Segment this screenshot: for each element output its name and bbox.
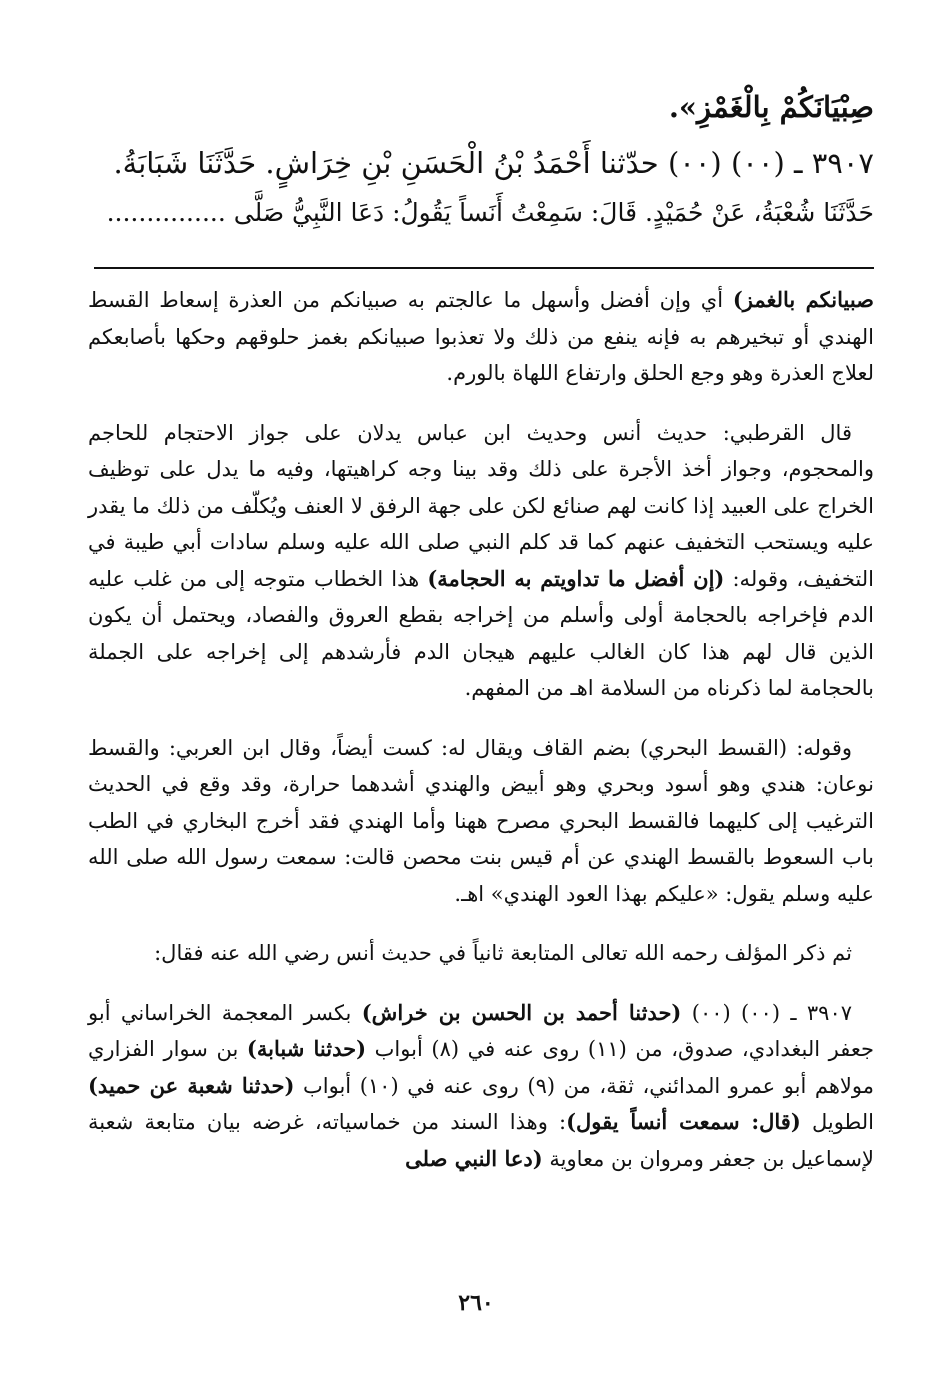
paragraph-text: بن سوار الفزاري مولاهم أبو عمرو المدائني، ثقة، من (٩) روى عنه في (١٠) أبواب	[88, 1037, 874, 1098]
hadith-line-1: صِبْيَانَكُمْ بِالْغَمْزِ».	[668, 90, 874, 124]
paragraph-text: قال القرطبي: حديث أنس وحديث ابن عباس يدلان على جواز الاحتجام للحاجم والمحجوم، وجواز أخذ الأجرة على ذلك وقد بينا وجه كراهيتها، وفيه ما يدل على توظيف الخراج على العبيد إذا كانت لهم صنائع لكن على جهة الرفق لا العنف ويُكلّف من ذلك ما يقدر عليه ويستحب التخفيف عنهم كما قد كلم النبي صلى الله عليه وسلم سادات أبي طيبة في التخفيف، وقوله:	[88, 420, 874, 591]
paragraph-text: الطويل	[800, 1110, 875, 1134]
hadith-line-2: ٣٩٠٧ ـ (٠٠) (٠٠) حدّثنا أَحْمَدُ بْنُ الْحَسَنِ بْنِ خِرَاشٍ. حَدَّثَنَا شَبَابَةُ.	[113, 146, 874, 180]
bold-narrator: (حدثنا شعبة عن حميد)	[88, 1072, 295, 1098]
bold-quote: (إن أفضل ما تداويتم به الحجامة)	[427, 565, 725, 591]
commentary-paragraph-2	[88, 415, 874, 707]
paragraph-text: هذا الخطاب متوجه إلى من غلب عليه الدم فإخراجه بالحجامة أولى وأسلم من إخراجه بقطع العروق والفصاد، ويحتمل أن يكون الذين قال لهم هذا كان الغالب عليهم هيجان الدم فأرشدهم إلى إخراجه على الجملة بالحجامة لما ذكرناه من السلامة اهـ من المفهم.	[88, 566, 874, 700]
commentary-block	[88, 282, 874, 1200]
paragraph-text: ٣٩٠٧ ـ (٠٠) (٠٠)	[681, 1000, 853, 1025]
hadith-text-block	[92, 82, 874, 238]
paragraph-text: أي وإن أفضل وأسهل ما عالجتم به صبيانكم من العذرة إسعاط القسط الهندي أو تبخيرهم به فإنه ينفع من ذلك ولا تعذبوا صبيانكم بغمز حلوقهم وحكها بأصابعكم لعلاج العذرة وهو وجع الحلق وارتفاع اللهاة بالورم.	[88, 288, 874, 385]
commentary-paragraph-3	[88, 730, 874, 913]
bold-narrator: (قال: سمعت أنساً يقول)	[566, 1109, 801, 1134]
hadith-line-3: حَدَّثَنَا شُعْبَةُ، عَنْ حُمَيْدٍ. قَالَ: سَمِعْتُ أَنَساً يَقُولُ: دَعَا النَّبِيُّ صَلَّى ...............	[106, 198, 874, 227]
paragraph-text: وقوله: (القسط البحري) بضم القاف ويقال له: كست أيضاً، وقال ابن العربي: والقسط نوعان: هندي وهو أسود وبحري وهو أبيض والهندي أشدهما حرارة، وقد وقع في الحديث الترغيب إلى كليهما فالقسط البحري مصرح ههنا وأما الهندي فقد أخرج البخاري في الطب باب السعوط بالقسط الهندي عن أم قيس بنت محصن قالت: سمعت رسول الله صلى الله عليه وسلم يقول: «عليكم بهذا العود الهندي» اهـ.	[88, 735, 874, 906]
paragraph-text: ثم ذكر المؤلف رحمه الله تعالى المتابعة ثانياً في حديث أنس رضي الله عنه فقال:	[154, 941, 852, 965]
commentary-paragraph-4	[88, 935, 874, 972]
bold-narrator: (حدثنا أحمد بن الحسن بن خراش)	[361, 999, 682, 1025]
footnote-separator-line	[94, 267, 874, 269]
bold-term: صبيانكم بالغمز)	[732, 287, 874, 312]
commentary-paragraph-5	[88, 995, 874, 1178]
page-number: ٢٦٠	[458, 1290, 494, 1316]
bold-narrator: (دعا النبي صلى	[405, 1145, 543, 1171]
paragraph-text: بكسر المعجمة الخراساني أبو جعفر البغدادي، صدوق، من (١١) روى عنه في (٨) أبواب	[88, 1000, 874, 1061]
bold-narrator: (حدثنا شبابة)	[246, 1036, 367, 1061]
paragraph-text: : وهذا السند من خماسياته، غرضه بيان متابعة شعبة لإسماعيل بن جعفر ومروان بن معاوية	[88, 1110, 874, 1171]
commentary-paragraph-1	[88, 282, 874, 392]
